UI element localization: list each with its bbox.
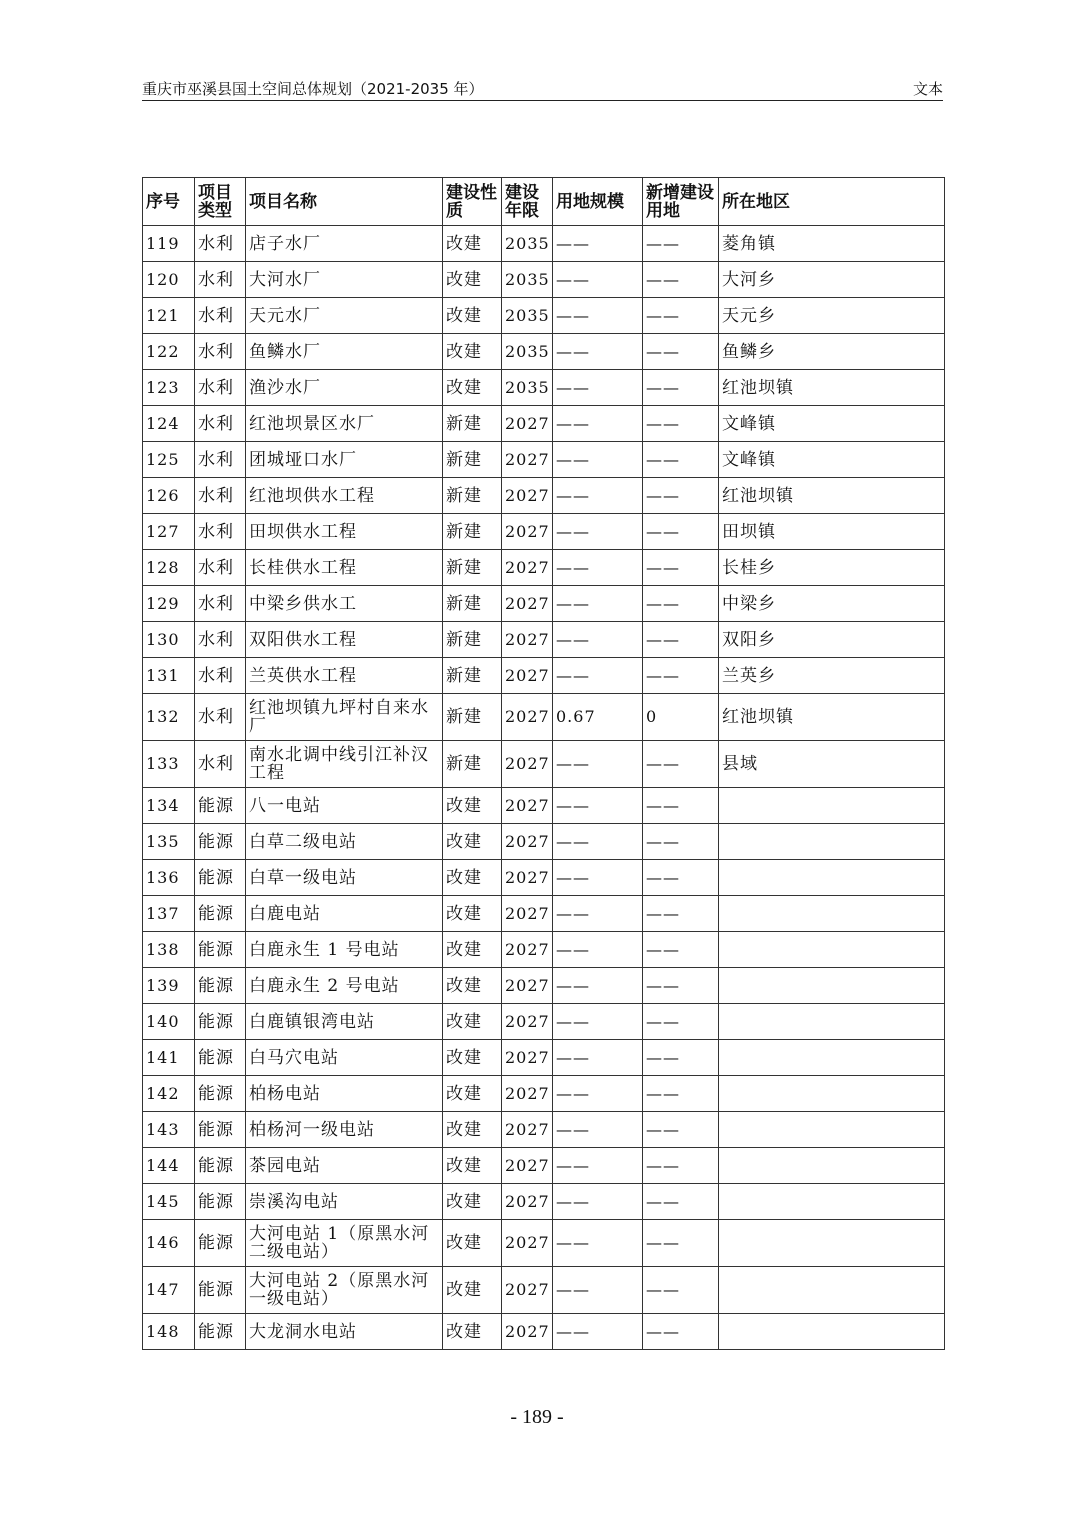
cell-index: 127 (143, 514, 195, 550)
cell-name: 白鹿永生 1 号电站 (246, 932, 443, 968)
cell-name: 兰英供水工程 (246, 658, 443, 694)
cell-year: 2035 (502, 262, 553, 298)
cell-index: 120 (143, 262, 195, 298)
table-row (143, 1148, 945, 1184)
table-row (143, 1004, 945, 1040)
table-row (143, 741, 945, 788)
cell-land-scale: —— (553, 1220, 643, 1267)
cell-land-scale: —— (553, 406, 643, 442)
cell-land-scale: —— (553, 896, 643, 932)
cell-nature: 改建 (443, 226, 502, 262)
cell-land-scale: —— (553, 262, 643, 298)
cell-name: 田坝供水工程 (246, 514, 443, 550)
cell-index: 141 (143, 1040, 195, 1076)
cell-year: 2027 (502, 968, 553, 1004)
cell-index: 148 (143, 1314, 195, 1350)
table-row (143, 1314, 945, 1350)
col-header-region: 所在地区 (719, 178, 945, 226)
cell-index: 126 (143, 478, 195, 514)
table-row (143, 622, 945, 658)
cell-new-land: —— (643, 1314, 719, 1350)
cell-new-land: —— (643, 658, 719, 694)
col-header-nature: 建设性质 (443, 178, 502, 226)
cell-new-land: —— (643, 1112, 719, 1148)
cell-index: 130 (143, 622, 195, 658)
cell-region: 田坝镇 (719, 514, 945, 550)
cell-nature: 新建 (443, 550, 502, 586)
table-row (143, 442, 945, 478)
table-row (143, 694, 945, 741)
cell-land-scale: —— (553, 1267, 643, 1314)
cell-year: 2035 (502, 334, 553, 370)
cell-name: 白鹿镇银湾电站 (246, 1004, 443, 1040)
cell-land-scale: —— (553, 968, 643, 1004)
col-header-new-land: 新增建设用地 (643, 178, 719, 226)
cell-region: 鱼鳞乡 (719, 334, 945, 370)
table-row (143, 1220, 945, 1267)
cell-type: 能源 (195, 824, 246, 860)
cell-region (719, 824, 945, 860)
cell-region (719, 1004, 945, 1040)
cell-year: 2027 (502, 1314, 553, 1350)
cell-name: 大龙洞水电站 (246, 1314, 443, 1350)
cell-land-scale: —— (553, 824, 643, 860)
cell-region (719, 896, 945, 932)
cell-year: 2027 (502, 658, 553, 694)
cell-type: 水利 (195, 694, 246, 741)
cell-land-scale: —— (553, 370, 643, 406)
cell-year: 2027 (502, 932, 553, 968)
cell-region (719, 968, 945, 1004)
cell-index: 143 (143, 1112, 195, 1148)
table-row (143, 586, 945, 622)
document-type-label: 文本 (912, 80, 943, 98)
cell-year: 2027 (502, 406, 553, 442)
cell-year: 2027 (502, 694, 553, 741)
cell-land-scale: —— (553, 860, 643, 896)
cell-nature: 新建 (443, 694, 502, 741)
cell-new-land: 0 (643, 694, 719, 741)
cell-name: 红池坝供水工程 (246, 478, 443, 514)
cell-year: 2027 (502, 896, 553, 932)
cell-type: 能源 (195, 1148, 246, 1184)
cell-nature: 新建 (443, 514, 502, 550)
cell-new-land: —— (643, 226, 719, 262)
cell-index: 145 (143, 1184, 195, 1220)
cell-new-land: —— (643, 1184, 719, 1220)
cell-nature: 新建 (443, 741, 502, 788)
cell-name: 红池坝景区水厂 (246, 406, 443, 442)
cell-name: 柏杨河一级电站 (246, 1112, 443, 1148)
cell-index: 134 (143, 788, 195, 824)
cell-region (719, 1184, 945, 1220)
cell-new-land: —— (643, 1076, 719, 1112)
table-row (143, 860, 945, 896)
cell-name: 大河电站 2（原黑水河一级电站） (246, 1267, 443, 1314)
table-row (143, 1040, 945, 1076)
cell-year: 2027 (502, 514, 553, 550)
cell-nature: 改建 (443, 262, 502, 298)
cell-type: 水利 (195, 586, 246, 622)
cell-year: 2027 (502, 741, 553, 788)
cell-index: 121 (143, 298, 195, 334)
cell-name: 茶园电站 (246, 1148, 443, 1184)
table-row (143, 550, 945, 586)
cell-new-land: —— (643, 334, 719, 370)
cell-type: 能源 (195, 1314, 246, 1350)
col-header-land-scale: 用地规模 (553, 178, 643, 226)
cell-name: 大河水厂 (246, 262, 443, 298)
cell-year: 2035 (502, 226, 553, 262)
document-title: 重庆市巫溪县国土空间总体规划（2021-2035 年） (142, 80, 484, 98)
cell-region (719, 1314, 945, 1350)
cell-name: 白草一级电站 (246, 860, 443, 896)
cell-region (719, 788, 945, 824)
cell-nature: 改建 (443, 1112, 502, 1148)
cell-new-land: —— (643, 550, 719, 586)
col-header-index: 序号 (143, 178, 195, 226)
cell-nature: 改建 (443, 370, 502, 406)
col-header-type: 项目类型 (195, 178, 246, 226)
cell-index: 129 (143, 586, 195, 622)
cell-land-scale: —— (553, 932, 643, 968)
cell-type: 水利 (195, 262, 246, 298)
cell-land-scale: —— (553, 1004, 643, 1040)
cell-name: 团城垭口水厂 (246, 442, 443, 478)
cell-region: 文峰镇 (719, 406, 945, 442)
cell-new-land: —— (643, 1148, 719, 1184)
cell-land-scale: —— (553, 788, 643, 824)
table-row (143, 1076, 945, 1112)
cell-nature: 改建 (443, 1040, 502, 1076)
cell-nature: 改建 (443, 1148, 502, 1184)
cell-type: 能源 (195, 1267, 246, 1314)
table-row (143, 1184, 945, 1220)
cell-index: 125 (143, 442, 195, 478)
cell-index: 144 (143, 1148, 195, 1184)
cell-region (719, 1148, 945, 1184)
table-row (143, 226, 945, 262)
cell-year: 2027 (502, 1184, 553, 1220)
cell-new-land: —— (643, 514, 719, 550)
cell-index: 136 (143, 860, 195, 896)
cell-year: 2027 (502, 1040, 553, 1076)
cell-nature: 改建 (443, 788, 502, 824)
cell-type: 水利 (195, 442, 246, 478)
cell-index: 146 (143, 1220, 195, 1267)
cell-land-scale: —— (553, 1112, 643, 1148)
cell-type: 能源 (195, 1112, 246, 1148)
cell-nature: 改建 (443, 334, 502, 370)
cell-new-land: —— (643, 741, 719, 788)
cell-nature: 新建 (443, 586, 502, 622)
cell-year: 2035 (502, 298, 553, 334)
table-row (143, 1267, 945, 1314)
cell-name: 南水北调中线引江补汉工程 (246, 741, 443, 788)
cell-region: 双阳乡 (719, 622, 945, 658)
cell-nature: 新建 (443, 478, 502, 514)
table-row (143, 298, 945, 334)
cell-region (719, 1112, 945, 1148)
cell-type: 能源 (195, 1076, 246, 1112)
table-header-row (143, 178, 945, 226)
cell-type: 水利 (195, 514, 246, 550)
cell-year: 2027 (502, 1076, 553, 1112)
cell-index: 140 (143, 1004, 195, 1040)
cell-land-scale: —— (553, 1076, 643, 1112)
cell-type: 水利 (195, 334, 246, 370)
cell-index: 138 (143, 932, 195, 968)
cell-type: 水利 (195, 370, 246, 406)
cell-new-land: —— (643, 370, 719, 406)
cell-year: 2027 (502, 550, 553, 586)
cell-land-scale: —— (553, 741, 643, 788)
cell-index: 133 (143, 741, 195, 788)
cell-nature: 改建 (443, 1184, 502, 1220)
cell-index: 131 (143, 658, 195, 694)
cell-land-scale: —— (553, 298, 643, 334)
cell-new-land: —— (643, 298, 719, 334)
cell-region: 菱角镇 (719, 226, 945, 262)
cell-year: 2027 (502, 1220, 553, 1267)
cell-name: 红池坝镇九坪村自来水厂 (246, 694, 443, 741)
cell-new-land: —— (643, 932, 719, 968)
cell-year: 2027 (502, 1267, 553, 1314)
cell-nature: 改建 (443, 968, 502, 1004)
cell-type: 能源 (195, 968, 246, 1004)
page-number: - 189 - (510, 1406, 564, 1428)
cell-region (719, 860, 945, 896)
cell-type: 水利 (195, 298, 246, 334)
cell-type: 能源 (195, 1220, 246, 1267)
table-row (143, 478, 945, 514)
table-row (143, 406, 945, 442)
cell-index: 139 (143, 968, 195, 1004)
cell-nature: 改建 (443, 1076, 502, 1112)
cell-land-scale: 0.67 (553, 694, 643, 741)
cell-name: 鱼鳞水厂 (246, 334, 443, 370)
cell-index: 124 (143, 406, 195, 442)
cell-year: 2027 (502, 1148, 553, 1184)
cell-index: 137 (143, 896, 195, 932)
cell-new-land: —— (643, 1040, 719, 1076)
cell-nature: 改建 (443, 298, 502, 334)
cell-new-land: —— (643, 1220, 719, 1267)
cell-nature: 改建 (443, 896, 502, 932)
cell-nature: 改建 (443, 1220, 502, 1267)
cell-new-land: —— (643, 1004, 719, 1040)
table-row (143, 824, 945, 860)
table-row (143, 968, 945, 1004)
cell-type: 水利 (195, 658, 246, 694)
table-row (143, 788, 945, 824)
cell-type: 水利 (195, 550, 246, 586)
cell-name: 崇溪沟电站 (246, 1184, 443, 1220)
cell-name: 白马穴电站 (246, 1040, 443, 1076)
cell-nature: 新建 (443, 442, 502, 478)
cell-year: 2027 (502, 586, 553, 622)
cell-type: 水利 (195, 406, 246, 442)
cell-land-scale: —— (553, 550, 643, 586)
col-header-year: 建设年限 (502, 178, 553, 226)
cell-region (719, 1267, 945, 1314)
cell-land-scale: —— (553, 1040, 643, 1076)
cell-land-scale: —— (553, 442, 643, 478)
cell-land-scale: —— (553, 514, 643, 550)
page-header (142, 76, 943, 101)
cell-new-land: —— (643, 478, 719, 514)
cell-new-land: —— (643, 968, 719, 1004)
cell-index: 132 (143, 694, 195, 741)
table-row (143, 514, 945, 550)
cell-land-scale: —— (553, 658, 643, 694)
table-row (143, 334, 945, 370)
cell-region: 县域 (719, 741, 945, 788)
cell-region: 文峰镇 (719, 442, 945, 478)
cell-type: 水利 (195, 741, 246, 788)
cell-new-land: —— (643, 586, 719, 622)
cell-new-land: —— (643, 1267, 719, 1314)
cell-new-land: —— (643, 442, 719, 478)
cell-year: 2027 (502, 1004, 553, 1040)
cell-region: 红池坝镇 (719, 478, 945, 514)
cell-index: 122 (143, 334, 195, 370)
cell-name: 白鹿电站 (246, 896, 443, 932)
cell-year: 2027 (502, 860, 553, 896)
cell-year: 2035 (502, 370, 553, 406)
cell-name: 中梁乡供水工 (246, 586, 443, 622)
cell-type: 水利 (195, 478, 246, 514)
cell-name: 白鹿永生 2 号电站 (246, 968, 443, 1004)
cell-name: 八一电站 (246, 788, 443, 824)
cell-year: 2027 (502, 442, 553, 478)
cell-new-land: —— (643, 406, 719, 442)
cell-region: 兰英乡 (719, 658, 945, 694)
cell-land-scale: —— (553, 586, 643, 622)
cell-name: 白草二级电站 (246, 824, 443, 860)
cell-nature: 新建 (443, 658, 502, 694)
cell-new-land: —— (643, 622, 719, 658)
cell-index: 128 (143, 550, 195, 586)
cell-index: 142 (143, 1076, 195, 1112)
table-row (143, 932, 945, 968)
table-row (143, 658, 945, 694)
cell-region: 中梁乡 (719, 586, 945, 622)
cell-name: 大河电站 1（原黑水河二级电站） (246, 1220, 443, 1267)
cell-index: 119 (143, 226, 195, 262)
cell-type: 能源 (195, 860, 246, 896)
table-row (143, 896, 945, 932)
cell-type: 能源 (195, 1040, 246, 1076)
cell-type: 能源 (195, 896, 246, 932)
project-table (142, 177, 945, 1350)
cell-nature: 改建 (443, 1267, 502, 1314)
cell-type: 水利 (195, 622, 246, 658)
cell-nature: 新建 (443, 622, 502, 658)
cell-type: 能源 (195, 788, 246, 824)
cell-new-land: —— (643, 860, 719, 896)
cell-name: 双阳供水工程 (246, 622, 443, 658)
cell-land-scale: —— (553, 1314, 643, 1350)
cell-index: 123 (143, 370, 195, 406)
cell-region (719, 1040, 945, 1076)
table-row (143, 262, 945, 298)
col-header-name: 项目名称 (246, 178, 443, 226)
cell-type: 能源 (195, 1004, 246, 1040)
cell-type: 能源 (195, 932, 246, 968)
cell-region: 红池坝镇 (719, 370, 945, 406)
cell-index: 135 (143, 824, 195, 860)
cell-year: 2027 (502, 1112, 553, 1148)
cell-land-scale: —— (553, 622, 643, 658)
cell-region: 大河乡 (719, 262, 945, 298)
cell-year: 2027 (502, 788, 553, 824)
cell-new-land: —— (643, 788, 719, 824)
cell-nature: 改建 (443, 1004, 502, 1040)
cell-name: 柏杨电站 (246, 1076, 443, 1112)
cell-type: 水利 (195, 226, 246, 262)
cell-region: 红池坝镇 (719, 694, 945, 741)
cell-new-land: —— (643, 824, 719, 860)
cell-region: 天元乡 (719, 298, 945, 334)
cell-nature: 改建 (443, 824, 502, 860)
cell-land-scale: —— (553, 226, 643, 262)
cell-new-land: —— (643, 262, 719, 298)
cell-year: 2027 (502, 478, 553, 514)
cell-name: 长桂供水工程 (246, 550, 443, 586)
cell-region (719, 1076, 945, 1112)
cell-land-scale: —— (553, 478, 643, 514)
cell-name: 渔沙水厂 (246, 370, 443, 406)
cell-nature: 新建 (443, 406, 502, 442)
cell-name: 天元水厂 (246, 298, 443, 334)
cell-land-scale: —— (553, 1184, 643, 1220)
cell-index: 147 (143, 1267, 195, 1314)
cell-year: 2027 (502, 622, 553, 658)
cell-land-scale: —— (553, 334, 643, 370)
cell-nature: 改建 (443, 860, 502, 896)
cell-region (719, 1220, 945, 1267)
cell-region: 长桂乡 (719, 550, 945, 586)
cell-new-land: —— (643, 896, 719, 932)
cell-type: 能源 (195, 1184, 246, 1220)
table-row (143, 370, 945, 406)
cell-nature: 改建 (443, 1314, 502, 1350)
cell-region (719, 932, 945, 968)
table-row (143, 1112, 945, 1148)
cell-name: 店子水厂 (246, 226, 443, 262)
cell-nature: 改建 (443, 932, 502, 968)
cell-year: 2027 (502, 824, 553, 860)
cell-land-scale: —— (553, 1148, 643, 1184)
